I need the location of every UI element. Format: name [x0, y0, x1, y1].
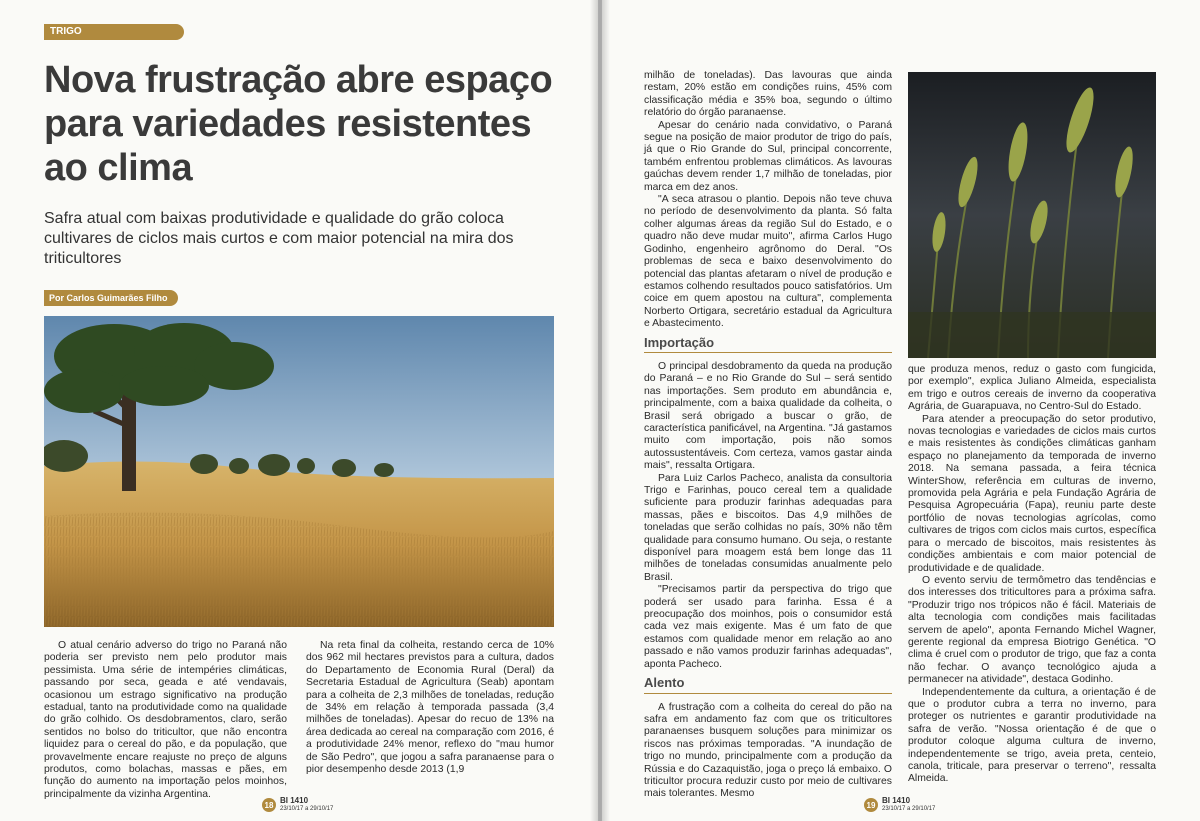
section-tag: TRIGO — [44, 24, 184, 40]
publication-info — [280, 797, 333, 813]
body-paragraph: Para atender a preocupação do setor produtivo, novas tecnologias e variedades de ciclos mais curtos e mais resistentes às condições climáticas ganham espaço no planejamento da temporada de inverno 2018. Na semana passada, a feira técnica WinterShow, referência em culturas de inverno, promovida pela Agrária e pela Fundação Agrária de Pesquisa Agropecuária (Fapa), reuniu parte deste portfólio de novas tecnologias agrícolas, como cultivares de trigos com ciclos mais curtos, específica para o mercado de biscoitos, mais resistentes às condições ambientais e com maior potencial de produtividade e de qualidade. — [908, 413, 1156, 574]
body-paragraph: Apesar do cenário nada convidativo, o Paraná segue na posição de maior produtor de trigo do país, já que o Rio Grande do Sul, principal concorrente, também enfrentou problemas climáticos. As lavouras gaúchas devem render 1,7 milhão de toneladas, pior marca em dez anos. — [644, 119, 892, 193]
body-paragraph: O evento serviu de termômetro das tendências e dos interesses dos triticultores para a próxima safra. "Produzir trigo nos trópicos não é fácil. Materiais de alta tecnologia com condições mais facilitadas servem de apelo", aponta Fernando Michel Wagner, gerente regional da empresa Biotrigo Genética. "O clima é cruel com o produtor de trigo, que faz a conta não fechar. O avanço tecnológico ajuda a permanecer na atividade", destaca Godinho. — [908, 574, 1156, 686]
left-page — [0, 0, 598, 821]
body-paragraph: "Precisamos partir da perspectiva do trigo que poderá ser usado para farinha. Essa é a preocupação dos moinhos, pois o consumidor está cada vez mais exigente. Mas é um fato de que estamos com qualidade menor em relação ao ano passado e não vamos produzir farinhas adequadas", aponta Pacheco. — [644, 584, 892, 670]
body-paragraph: Na reta final da colheita, restando cerca de 10% dos 962 mil hectares previstos para a cultura, dados do Departamento de Economia Rural (Deral) da Secretaria Estadual de Agricultura (Seab) apontam para a colheita de 2,3 milhões de toneladas, redução de 34% em relação à temporada passada (3,4 milhões de toneladas). Apesar do recuo de 13% na área dedicada ao cereal na comparação com 2016, é a produtividade 24% menor, reflexo do "mau humor de São Pedro", que jogou a safra paranaense para o pior desempenho desde 2013 (1,9 — [306, 640, 554, 776]
publication-name: BI 1410 — [280, 796, 309, 805]
left-column-2 — [306, 640, 554, 776]
folio-right — [864, 797, 935, 813]
publication-dates: 23/10/17 a 29/10/17 — [280, 806, 334, 812]
page-number: 18 — [262, 798, 276, 812]
right-page — [602, 0, 1200, 821]
right-column-1 — [644, 70, 892, 801]
body-paragraph: Para Luiz Carlos Pacheco, analista da consultoria Trigo e Farinhas, pouco cereal tem a qualidade suficiente para produzir farinhas adequadas para massas, pães e biscoitos. Das 4,9 milhões de toneladas que serão colhidas no país, 30% não têm qualidade para consumo humano. Ou seja, o restante disponível para moagem está bem longe das 11 milhões de toneladas consumidas anualmente pelo Brasil. — [644, 472, 892, 583]
body-paragraph: "A seca atrasou o plantio. Depois não teve chuva no período de desenvolvimento da planta. Só falta colher algumas áreas da região Sul do Estado, e o quadro não deve mudar muito", afirma Carlos Hugo Godinho, engenheiro agrônomo do Deral. "Os problemas de seca e baixo desenvolvimento do potencial das plantas afetaram o nível de produção e estamos colhendo resultados pouco satisfatórios. Um coice em quem apostou na cultura", complementa Norberto Ortigara, secretário estadual da Agricultura e Abastecimento. — [644, 194, 892, 330]
body-paragraph: O principal desdobramento da queda na produção do Paraná – e no Rio Grande do Sul – será sentido nas importações. Sem produto em abundância e, principalmente, com a baixa qualidade da colheita, o Brasil será obrigado a buscar o grão, de característica panificável, na Argentina. "Já gastamos muito com importação, pois não somos autossustentáveis. Com certeza, vamos gastar ainda mais", ressalta Ortigara. — [644, 360, 892, 472]
body-paragraph: A frustração com a colheita do cereal do pão na safra em andamento faz com que os triticultores paranaenses busquem soluções para minimizar os riscos nas próximas temporadas. "A inundação de trigo no mundo, principalmente com a produção da Rússia e do Cazaquistão, joga o preço lá embaixo. O triticultor procura reduzir custo por meio de cultivares mais tolerantes. Mesmo — [644, 701, 892, 800]
page-number: 19 — [864, 798, 878, 812]
body-paragraph: O atual cenário adverso do trigo no Paraná não poderia ser previsto nem pelo produtor mais pessimista. Uma série de intempéries climáticas, passando por seca, geada e até vendavais, ocasionou um estrago significativo na produção estadual, tanto na produtividade como na qualidade do grão colhido. Os desdobramentos, claro, serão sentidos no bolso do triticultor, que não encontra liquidez para o cereal do pão, e da população, que provavelmente encare reajuste no preço de alguns produtos, como bolachas, massas e pães, em função do aumento na importação pelos moinhos, principalmente da vizinha Argentina. — [44, 640, 287, 800]
deck: Safra atual com baixas produtividade e qualidade do grão coloca cultivares de ciclos mais curtos e com maior potencial na mira dos triticultores — [44, 210, 514, 267]
wheat-closeup-illustration — [908, 72, 1156, 358]
body-paragraph: que produza menos, reduz o gasto com fungicida, por exemplo", explica Juliano Almeida, especialista em trigo e outros cereais de inverno da cooperativa Agrária, de Guarapuava, no Centro-Sul do Estado. — [908, 364, 1156, 413]
wheat-field-illustration — [44, 316, 554, 627]
publication-name: BI 1410 — [882, 796, 911, 805]
wheat-field-photo — [44, 316, 554, 627]
right-column-2 — [908, 364, 1156, 786]
publication-info — [882, 797, 935, 813]
body-paragraph: milhão de toneladas). Das lavouras que ainda restam, 20% estão em condições ruins, 45% com classificação média e 35% boa, segundo o último relatório do órgão paranaense. — [644, 70, 892, 119]
publication-dates: 23/10/17 a 29/10/17 — [882, 806, 936, 812]
wheat-closeup-photo — [908, 72, 1156, 358]
folio-left — [262, 797, 333, 813]
body-paragraph: Independentemente da cultura, a orientação é de que o produtor cubra a terra no inverno, para proteger os nutrientes e garantir produtividade na safra de verão. "Nossa orientação é de que o produtor coloque alguma cultura de inverno, independentemente se trigo, aveia preta, centeio, canola, triticale, para preservar o terreno", ressalta Almeida. — [908, 686, 1156, 785]
headline: Nova frustração abre espaço para variedades resistentes ao clima — [44, 59, 553, 189]
left-column-1 — [44, 640, 287, 801]
section-heading: Importação — [644, 337, 892, 353]
byline: Por Carlos Guimarães Filho — [44, 290, 178, 306]
section-heading: Alento — [644, 677, 892, 693]
